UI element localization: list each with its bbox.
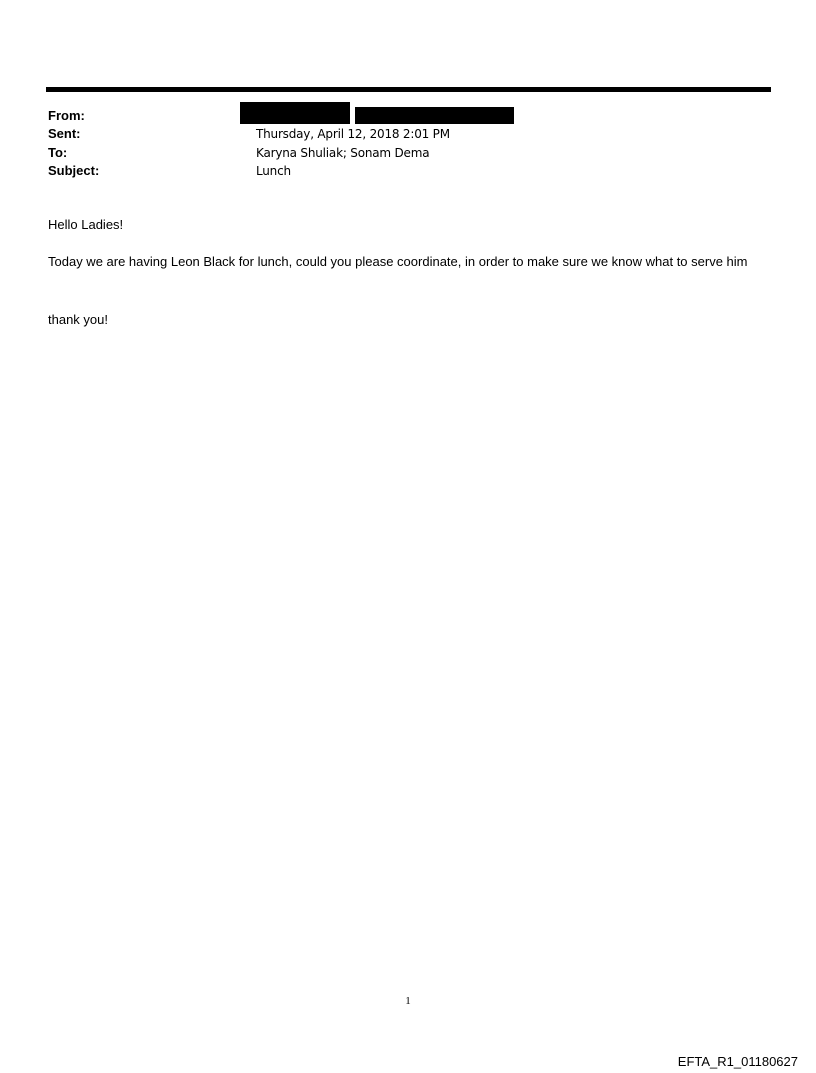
to-row	[48, 144, 748, 162]
email-greeting: Hello Ladies!	[48, 217, 124, 232]
sent-value: Thursday, April 12, 2018 2:01 PM	[256, 127, 450, 141]
email-closing: thank you!	[48, 312, 108, 327]
page-number: 1	[405, 995, 411, 1007]
subject-value: Lunch	[256, 164, 291, 178]
email-body-paragraph: Today we are having Leon Black for lunch, could you please coordinate, in order to make sure we know what to serve him	[48, 254, 748, 269]
sent-label: Sent:	[48, 126, 81, 141]
sent-row	[48, 125, 748, 143]
subject-label: Subject:	[48, 163, 100, 178]
from-redaction-block-1	[240, 102, 350, 124]
to-value: Karyna Shuliak; Sonam Dema	[256, 146, 430, 160]
subject-row	[48, 162, 748, 180]
header-divider	[46, 87, 771, 92]
document-id: EFTA_R1_01180627	[677, 1054, 798, 1069]
to-label: To:	[48, 145, 68, 160]
from-label: From:	[48, 108, 85, 123]
from-redaction-block-2	[355, 107, 514, 124]
